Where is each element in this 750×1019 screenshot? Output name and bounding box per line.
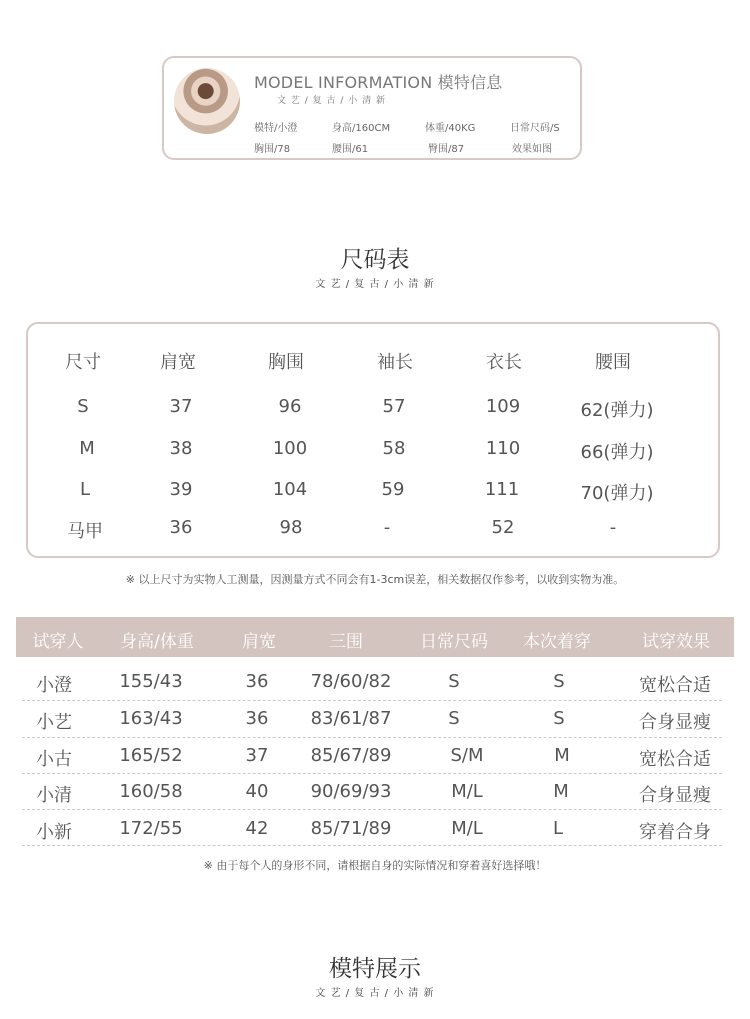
model-show-title: 模特展示: [329, 956, 421, 982]
model-height: 身高/160CM: [332, 123, 391, 134]
size-cell: 58: [382, 438, 406, 459]
size-cell: 70(弹力): [580, 483, 654, 504]
tryon-cell: M/L: [451, 818, 483, 839]
tryon-cell: 83/61/87: [310, 708, 392, 729]
tryon-cell: 37: [245, 745, 269, 766]
tryon-cell: S/M: [450, 745, 484, 766]
model-show-subtitle: 文 艺 / 复 古 / 小 清 新: [315, 988, 435, 999]
tryon-cell: 160/58: [119, 781, 183, 802]
tryon-cell: 合身显瘦: [639, 712, 711, 733]
tryon-cell: 36: [245, 671, 269, 692]
tryon-header: 日常尺码: [420, 632, 488, 652]
tryon-cell: S: [448, 671, 460, 692]
tryon-cell: 合身显瘦: [639, 785, 711, 806]
tryon-cell: S: [553, 671, 565, 692]
model-name: 模特/小澄: [254, 123, 298, 134]
size-cell: 109: [485, 396, 521, 417]
tryon-cell: 155/43: [119, 671, 183, 692]
tryon-cell: 85/67/89: [310, 745, 392, 766]
size-cell: M: [79, 438, 95, 459]
size-cell: -: [383, 517, 391, 538]
row-divider: [22, 700, 722, 701]
model-weight: 体重/40KG: [425, 123, 476, 134]
tryon-cell: 85/71/89: [310, 818, 392, 839]
row-divider: [22, 737, 722, 738]
size-header: 尺寸: [65, 352, 101, 373]
size-cell: 62(弹力): [580, 400, 654, 421]
tryon-cell: S: [448, 708, 460, 729]
size-cell: 59: [381, 479, 405, 500]
size-cell: 39: [169, 479, 193, 500]
tryon-cell: 小艺: [36, 712, 72, 733]
size-chart-subtitle: 文 艺 / 复 古 / 小 清 新: [315, 279, 435, 290]
row-divider: [22, 773, 722, 774]
size-cell: 52: [491, 517, 515, 538]
size-cell: 100: [272, 438, 308, 459]
model-waist: 腰围/61: [332, 144, 369, 155]
tryon-cell: 165/52: [119, 745, 183, 766]
size-header: 袖长: [377, 352, 413, 373]
tryon-cell: 78/60/82: [310, 671, 392, 692]
size-header: 胸围: [268, 352, 304, 373]
size-header: 衣长: [486, 352, 522, 373]
row-divider: [22, 845, 722, 846]
size-cell: L: [79, 479, 91, 500]
tryon-cell: 小清: [36, 785, 72, 806]
size-header: 腰围: [595, 352, 631, 373]
model-info-subtitle: 文 艺 / 复 古 / 小 清 新: [277, 96, 386, 106]
model-effect: 效果如图: [512, 144, 552, 155]
size-cell: 66(弹力): [580, 442, 654, 463]
size-cell: 111: [484, 479, 520, 500]
tryon-header: 肩宽: [242, 632, 276, 652]
row-divider: [22, 809, 722, 810]
size-cell: 马甲: [67, 521, 103, 542]
tryon-header: 三围: [329, 632, 363, 652]
tryon-cell: 36: [245, 708, 269, 729]
size-cell: 36: [169, 517, 193, 538]
tryon-cell: 90/69/93: [310, 781, 392, 802]
tryon-cell: L: [552, 818, 564, 839]
tryon-note: ※ 由于每个人的身形不同，请根据自身的实际情况和穿着喜好选择哦！: [203, 859, 547, 872]
tryon-cell: 宽松合适: [639, 675, 711, 696]
model-avatar: [174, 68, 240, 134]
tryon-header: 试穿效果: [642, 632, 710, 652]
tryon-cell: M: [553, 781, 569, 802]
size-cell: -: [609, 517, 617, 538]
size-cell: 104: [272, 479, 308, 500]
size-chart-title: 尺码表: [340, 247, 410, 273]
tryon-cell: 40: [245, 781, 269, 802]
tryon-cell: 穿着合身: [639, 822, 711, 843]
size-cell: S: [77, 396, 89, 417]
tryon-cell: 小新: [36, 822, 72, 843]
size-cell: 110: [485, 438, 521, 459]
size-cell: 98: [279, 517, 303, 538]
tryon-cell: 宽松合适: [639, 749, 711, 770]
tryon-cell: S: [553, 708, 565, 729]
tryon-header: 试穿人: [32, 632, 84, 652]
size-cell: 37: [169, 396, 193, 417]
size-cell: 57: [382, 396, 406, 417]
size-cell: 96: [278, 396, 302, 417]
model-hip: 臀围/87: [428, 144, 465, 155]
size-header: 肩宽: [160, 352, 196, 373]
tryon-cell: 42: [245, 818, 269, 839]
tryon-cell: 163/43: [119, 708, 183, 729]
tryon-cell: M: [554, 745, 570, 766]
tryon-header: 本次着穿: [523, 632, 591, 652]
tryon-cell: M/L: [451, 781, 483, 802]
size-chart-note: ※ 以上尺寸为实物人工测量，因测量方式不同会有1-3cm误差，相关数据仅作参考，以收到实物为准。: [125, 573, 625, 586]
model-bust: 胸围/78: [254, 144, 291, 155]
tryon-cell: 小澄: [36, 675, 72, 696]
tryon-cell: 172/55: [119, 818, 183, 839]
model-daily-size: 日常尺码/S: [510, 123, 560, 134]
size-cell: 38: [169, 438, 193, 459]
tryon-cell: 小古: [36, 749, 72, 770]
model-info-title: MODEL INFORMATION 模特信息: [254, 73, 503, 92]
tryon-header: 身高/体重: [120, 632, 194, 652]
